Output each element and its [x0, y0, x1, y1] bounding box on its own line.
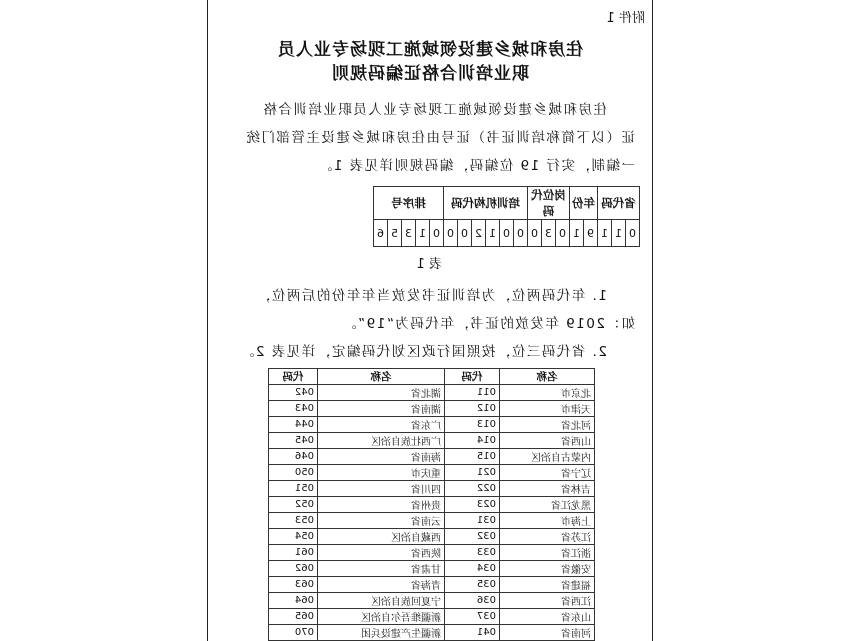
rule-2-line: 2. 省代码三位，按照国行政区划代码编定，详见表 2。 [239, 344, 607, 360]
region-name-cell: 甘肃省 [318, 561, 445, 577]
digit-cell: 6 [374, 220, 388, 247]
region-code-cell: 037 [445, 609, 500, 625]
digit-cell: 1 [486, 220, 500, 247]
region-code-cell: 064 [269, 593, 318, 609]
region-name-cell: 浙江省 [500, 545, 595, 561]
region-name-cell: 河北省 [500, 417, 595, 433]
region-name-cell: 重庆市 [318, 465, 445, 481]
rule-1-line: 1. 年代码两位，为培训证书发放当年年份的后两位， [255, 288, 607, 304]
region-code-cell: 061 [269, 545, 318, 561]
region-code-cell: 041 [445, 625, 500, 641]
region-name-cell: 黑龙江省 [500, 497, 595, 513]
region-code-cell: 046 [269, 449, 318, 465]
region-code-cell: 054 [269, 529, 318, 545]
region-code-cell: 033 [445, 545, 500, 561]
intro-line-3: 一编制，实行 19 位编码，编码规则详见表 1。 [317, 158, 635, 174]
table-row [269, 449, 595, 465]
region-name-cell: 辽宁省 [500, 465, 595, 481]
region-code-cell: 043 [269, 401, 318, 417]
region-name-cell: 宁夏回族自治区 [318, 593, 445, 609]
title-line-1: 住房和城乡建设领域施工现场专业人员 [277, 40, 583, 60]
region-name-cell: 福建省 [500, 577, 595, 593]
header-province-code: 省代码 [598, 187, 640, 220]
title-line-2: 职业培训合格证编码规则 [331, 64, 529, 84]
code-structure-table [373, 186, 640, 247]
table-row [269, 593, 595, 609]
table1-digit-row [374, 220, 640, 247]
region-name-cell: 四川省 [318, 481, 445, 497]
intro-line-1: 住房和城乡建设领域施工现场专业人员职业培训合格 [262, 102, 607, 118]
region-code-cell: 011 [445, 385, 500, 401]
table-row [269, 513, 595, 529]
region-code-cell: 070 [269, 625, 318, 641]
region-name-cell: 新疆生产建设兵团 [318, 625, 445, 641]
table-row [269, 529, 595, 545]
table-row [269, 577, 595, 593]
region-code-cell: 035 [445, 577, 500, 593]
region-code-cell: 065 [269, 609, 318, 625]
table-row [269, 609, 595, 625]
digit-cell: 0 [626, 220, 640, 247]
table-row [269, 433, 595, 449]
header-institution-code: 培训机构代码 [444, 187, 528, 220]
table-row [269, 417, 595, 433]
region-name-cell: 海南省 [318, 449, 445, 465]
region-code-cell: 052 [269, 497, 318, 513]
digit-cell: 1 [416, 220, 430, 247]
region-code-cell: 036 [445, 593, 500, 609]
region-code-cell: 021 [445, 465, 500, 481]
region-code-cell: 044 [269, 417, 318, 433]
digit-cell: 1 [612, 220, 626, 247]
rule-1-example: 如：2019 年发放的证书，年代码为“19”。 [341, 316, 635, 332]
region-code-cell: 042 [269, 385, 318, 401]
header-code-2: 代码 [269, 369, 318, 385]
region-name-cell: 吉林省 [500, 481, 595, 497]
table1-caption: 表 1 [416, 257, 442, 272]
table-row [269, 465, 595, 481]
region-name-cell: 贵州省 [318, 497, 445, 513]
digit-cell: 0 [444, 220, 458, 247]
region-code-cell: 031 [445, 513, 500, 529]
region-name-cell: 山西省 [500, 433, 595, 449]
digit-cell: 3 [402, 220, 416, 247]
left-border-line [652, 0, 653, 641]
table-row [269, 401, 595, 417]
region-code-cell: 045 [269, 433, 318, 449]
rules-paragraph [215, 282, 635, 366]
province-code-table [268, 368, 595, 641]
table-row [269, 385, 595, 401]
region-name-cell: 西藏自治区 [318, 529, 445, 545]
attachment-label: 附件 1 [606, 11, 645, 26]
region-code-cell: 050 [269, 465, 318, 481]
region-name-cell: 陕西省 [318, 545, 445, 561]
region-code-cell: 013 [445, 417, 500, 433]
region-code-cell: 032 [445, 529, 500, 545]
region-name-cell: 山东省 [500, 609, 595, 625]
digit-cell: 1 [598, 220, 612, 247]
region-name-cell: 江西省 [500, 593, 595, 609]
digit-cell: 5 [388, 220, 402, 247]
digit-cell: 9 [584, 220, 598, 247]
digit-cell: 0 [556, 220, 570, 247]
region-code-cell: 053 [269, 513, 318, 529]
region-name-cell: 湖南省 [318, 401, 445, 417]
header-year: 年份 [570, 187, 598, 220]
intro-paragraph [215, 96, 635, 180]
digit-cell: 0 [528, 220, 542, 247]
table2-body [269, 385, 595, 641]
right-border-line [207, 0, 208, 641]
region-name-cell: 上海市 [500, 513, 595, 529]
digit-cell: 1 [570, 220, 584, 247]
table-row [269, 481, 595, 497]
table1-header-row [374, 187, 640, 220]
header-name-2: 名称 [318, 369, 445, 385]
region-name-cell: 安徽省 [500, 561, 595, 577]
region-name-cell: 江苏省 [500, 529, 595, 545]
region-name-cell: 天津市 [500, 401, 595, 417]
region-code-cell: 051 [269, 481, 318, 497]
digit-cell: 0 [458, 220, 472, 247]
digit-cell: 3 [542, 220, 556, 247]
digit-cell: 2 [472, 220, 486, 247]
region-code-cell: 015 [445, 449, 500, 465]
digit-cell: 0 [430, 220, 444, 247]
region-name-cell: 湖北省 [318, 385, 445, 401]
region-name-cell: 广西壮族自治区 [318, 433, 445, 449]
region-code-cell: 022 [445, 481, 500, 497]
region-code-cell: 063 [269, 577, 318, 593]
table-row [269, 545, 595, 561]
header-position-code: 岗位代码 [528, 187, 570, 220]
region-code-cell: 023 [445, 497, 500, 513]
header-name-1: 名称 [500, 369, 595, 385]
header-code-1: 代码 [445, 369, 500, 385]
table-row [269, 625, 595, 641]
region-code-cell: 012 [445, 401, 500, 417]
intro-line-2: 证（以下简称培训证书）证号由住房和城乡建设主管部门统 [245, 130, 635, 146]
region-name-cell: 内蒙古自治区 [500, 449, 595, 465]
region-code-cell: 062 [269, 561, 318, 577]
table-row [269, 497, 595, 513]
region-name-cell: 新疆维吾尔自治区 [318, 609, 445, 625]
digit-cell: 0 [500, 220, 514, 247]
header-serial-number: 排序号 [374, 187, 444, 220]
region-name-cell: 云南省 [318, 513, 445, 529]
region-code-cell: 034 [445, 561, 500, 577]
digit-cell: 0 [514, 220, 528, 247]
region-name-cell: 青海省 [318, 577, 445, 593]
region-name-cell: 广东省 [318, 417, 445, 433]
region-name-cell: 北京市 [500, 385, 595, 401]
region-code-cell: 014 [445, 433, 500, 449]
table-row [269, 561, 595, 577]
region-name-cell: 河南省 [500, 625, 595, 641]
table2-header-row [269, 369, 595, 385]
